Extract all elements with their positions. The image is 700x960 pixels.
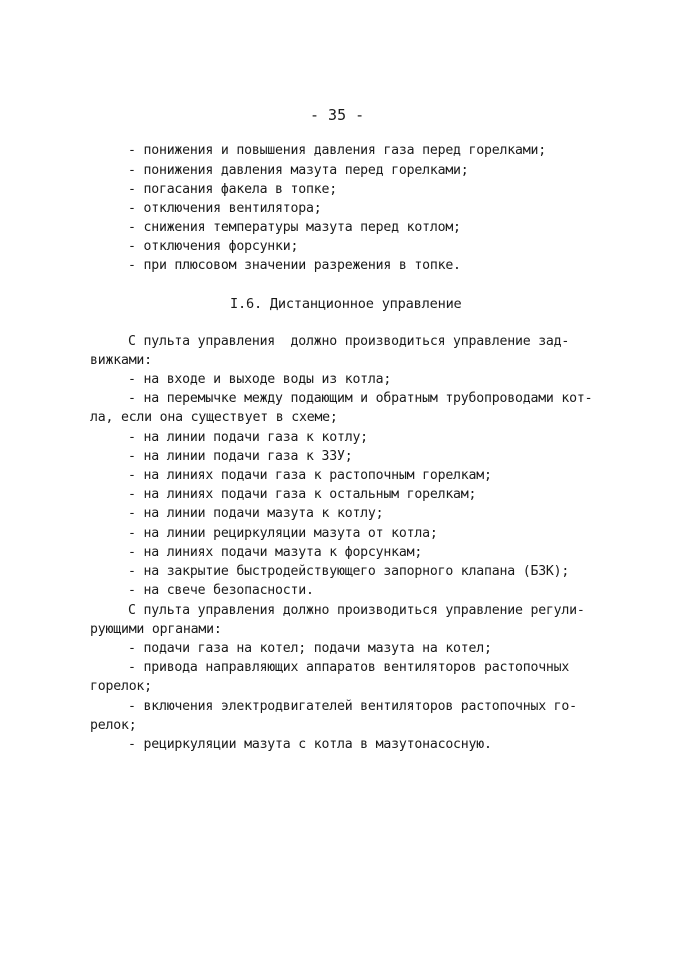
list-item: - на входе и выходе воды из котла;: [128, 372, 392, 387]
list-item: - погасания факела в топке;: [128, 182, 337, 197]
list-item: - отключения форсунки;: [128, 239, 299, 254]
list-item: - рециркуляции мазута с котла в мазутонасосную.: [128, 737, 492, 752]
list-item: - включения электродвигателей вентиляторов растопочных го-: [128, 699, 577, 714]
list-item: - на закрытие быстродействующего запорного клапана (БЗК);: [128, 564, 570, 579]
list-item: - на линии подачи газа к ЗЗУ;: [128, 449, 353, 464]
list-item: - при плюсовом значении разрежения в топке.: [128, 258, 461, 273]
list-item: - на линиях подачи газа к растопочным горелкам;: [128, 468, 492, 483]
list-item: ла, если она существует в схеме;: [90, 410, 338, 425]
list-item: - привода направляющих аппаратов вентиляторов растопочных: [128, 660, 570, 675]
list-item: - снижения температуры мазута перед котлом;: [128, 220, 461, 235]
paragraph-line: С пульта управления должно производиться управление зад-: [128, 334, 570, 349]
page-number: - 35 -: [310, 106, 365, 124]
list-item: - на линии подачи мазута к котлу;: [128, 506, 384, 521]
list-item: - на линиях подачи газа к остальным горелкам;: [128, 487, 477, 502]
paragraph-line: вижками:: [90, 353, 152, 368]
list-item: - на линии рециркуляции мазута от котла;: [128, 526, 438, 541]
list-item: релок;: [90, 718, 137, 733]
list-item: горелок;: [90, 679, 152, 694]
list-item: - на свече безопасности.: [128, 583, 314, 598]
list-item: - понижения и повышения давления газа перед горелками;: [128, 143, 546, 158]
list-item: - отключения вентилятора;: [128, 201, 322, 216]
paragraph-line: рующими органами:: [90, 622, 222, 637]
paragraph-line: С пульта управления должно производиться управление регули-: [128, 603, 585, 618]
list-item: - на линии подачи газа к котлу;: [128, 430, 368, 445]
list-item: - на линиях подачи мазута к форсункам;: [128, 545, 423, 560]
list-item: - понижения давления мазута перед горелками;: [128, 163, 469, 178]
section-title: I.6. Дистанционное управление: [230, 296, 462, 312]
list-item: - на перемычке между подающим и обратным трубопроводами кот-: [128, 391, 593, 406]
list-item: - подачи газа на котел; подачи мазута на котел;: [128, 641, 492, 656]
